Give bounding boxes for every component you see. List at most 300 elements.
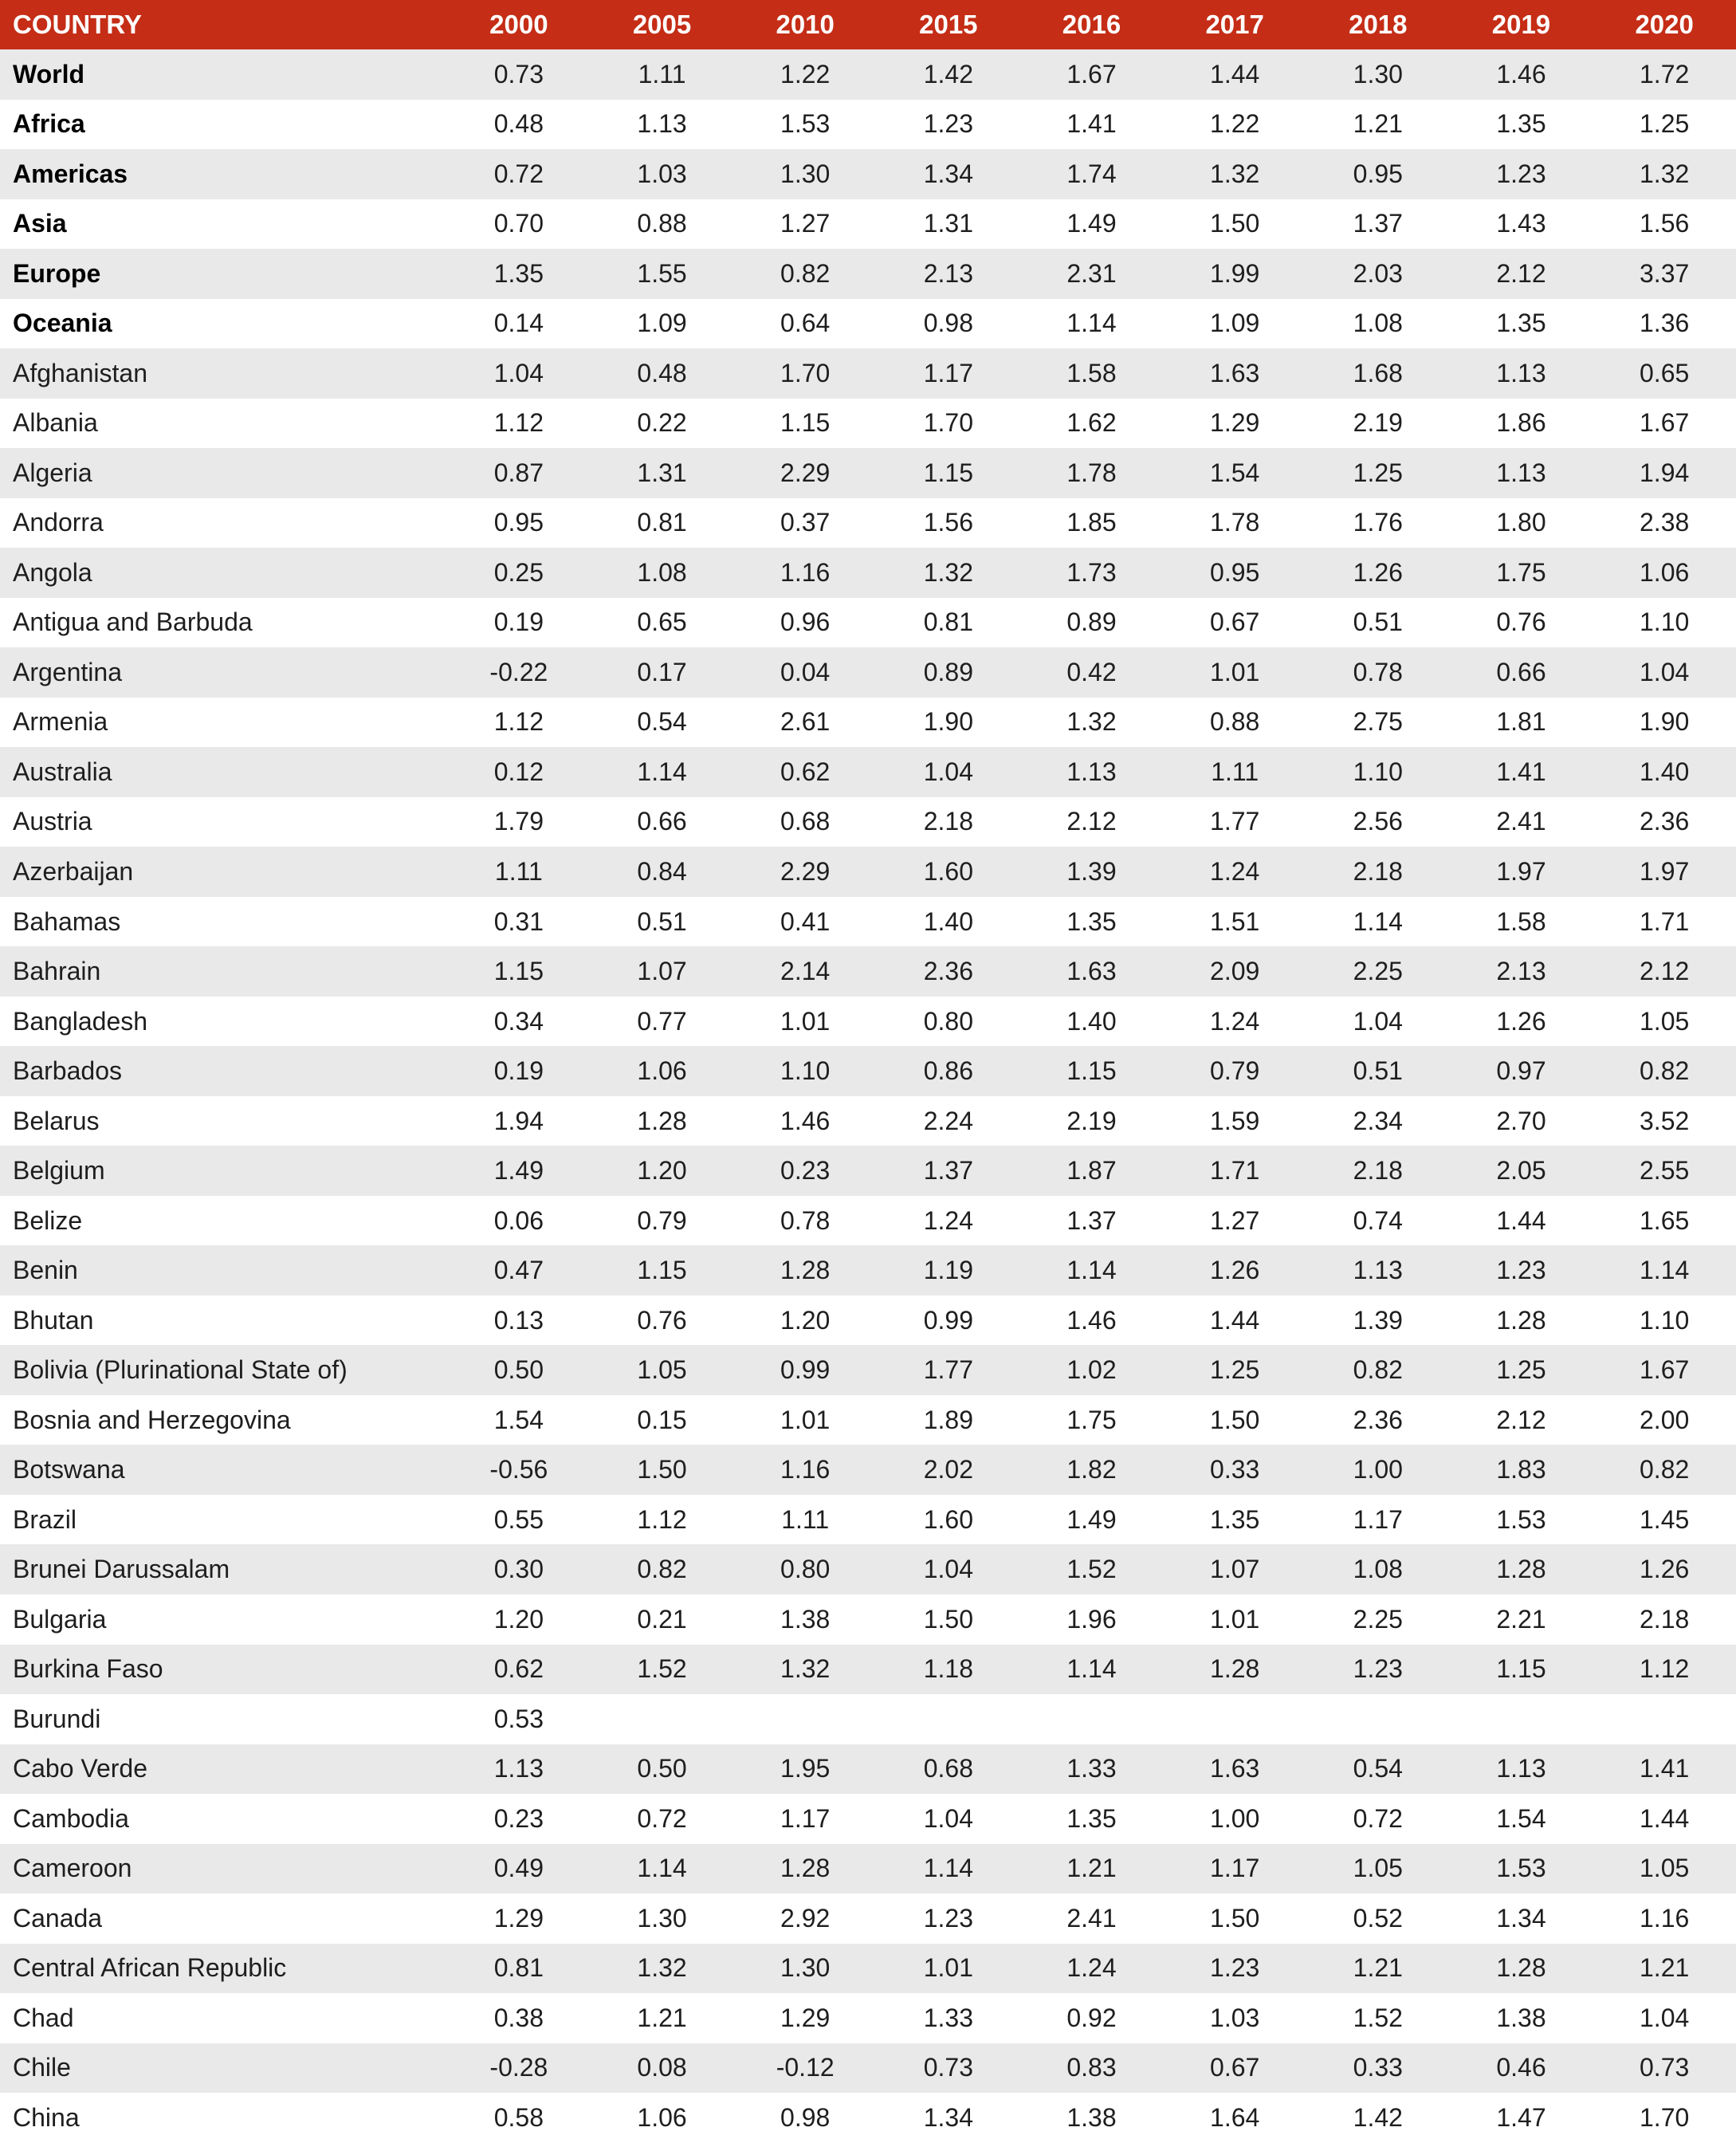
column-header-year: 2017 (1163, 0, 1306, 49)
value-cell: 1.25 (1306, 448, 1450, 498)
value-cell (1020, 1694, 1164, 1744)
value-cell: 1.23 (877, 100, 1020, 150)
value-cell: 1.71 (1163, 1146, 1306, 1196)
value-cell: 0.97 (1450, 1046, 1593, 1096)
value-cell: 0.14 (447, 299, 591, 349)
value-cell: 1.32 (877, 548, 1020, 598)
value-cell: 1.99 (1163, 249, 1306, 299)
country-name-cell: Andorra (0, 498, 447, 549)
value-cell (591, 1694, 734, 1744)
value-cell: 1.01 (1163, 647, 1306, 698)
value-cell: 1.27 (1163, 1196, 1306, 1246)
value-cell: 1.78 (1020, 448, 1164, 498)
country-name-cell: Angola (0, 548, 447, 598)
value-cell: 1.25 (1450, 1345, 1593, 1395)
value-cell: 1.49 (1020, 199, 1164, 250)
value-cell: 1.52 (1306, 1993, 1450, 2043)
value-cell: 0.72 (1306, 1794, 1450, 1844)
value-cell: 1.70 (1593, 2093, 1736, 2143)
value-cell: 1.26 (1450, 997, 1593, 1047)
value-cell: 1.00 (1306, 1445, 1450, 1495)
value-cell: 2.41 (1450, 797, 1593, 847)
value-cell: 2.13 (1450, 946, 1593, 997)
value-cell: 0.12 (447, 747, 591, 797)
value-cell: 1.06 (591, 2093, 734, 2143)
value-cell: 2.12 (1593, 946, 1736, 997)
value-cell: 1.15 (877, 448, 1020, 498)
value-cell: 1.32 (1163, 149, 1306, 199)
value-cell: 0.31 (447, 897, 591, 947)
value-cell: 1.70 (877, 399, 1020, 449)
table-row (0, 1944, 1736, 1994)
value-cell: 1.01 (1163, 1594, 1306, 1645)
value-cell: 1.13 (1450, 448, 1593, 498)
value-cell: 1.20 (591, 1146, 734, 1196)
value-cell: 0.55 (447, 1495, 591, 1545)
value-cell: 2.70 (1450, 1096, 1593, 1146)
country-name-cell: Bosnia and Herzegovina (0, 1395, 447, 1445)
country-name-cell: Brunei Darussalam (0, 1544, 447, 1594)
value-cell: 2.24 (877, 1096, 1020, 1146)
value-cell: 1.38 (1020, 2093, 1164, 2143)
value-cell: 0.98 (877, 299, 1020, 349)
value-cell: 1.14 (591, 747, 734, 797)
value-cell: 3.37 (1593, 249, 1736, 299)
value-cell: 1.04 (877, 1794, 1020, 1844)
value-cell: 1.47 (1450, 2093, 1593, 2143)
value-cell: 1.53 (1450, 1495, 1593, 1545)
value-cell: -0.28 (447, 2043, 591, 2094)
value-cell: 0.17 (591, 647, 734, 698)
value-cell: 2.31 (1020, 249, 1164, 299)
table-row (0, 1544, 1736, 1594)
value-cell: 0.88 (1163, 698, 1306, 748)
value-cell: 1.09 (591, 299, 734, 349)
value-cell: 0.37 (733, 498, 877, 549)
table-row (0, 1046, 1736, 1096)
table-row (0, 1146, 1736, 1196)
value-cell: 1.40 (1020, 997, 1164, 1047)
value-cell: 1.06 (591, 1046, 734, 1096)
value-cell: 1.35 (1020, 897, 1164, 947)
column-header-year: 2019 (1450, 0, 1593, 49)
value-cell: 1.30 (1306, 49, 1450, 100)
value-cell: 1.18 (877, 1645, 1020, 1695)
table-row (0, 647, 1736, 698)
value-cell: 0.49 (447, 1844, 591, 1894)
table-row (0, 1395, 1736, 1445)
value-cell: 1.67 (1593, 399, 1736, 449)
value-cell: 1.32 (1593, 149, 1736, 199)
value-cell: 1.24 (1163, 847, 1306, 897)
value-cell: 0.77 (591, 997, 734, 1047)
value-cell: 2.19 (1020, 1096, 1164, 1146)
value-cell: 0.52 (1306, 1893, 1450, 1944)
value-cell: 1.21 (1593, 1944, 1736, 1994)
value-cell: 1.16 (1593, 1893, 1736, 1944)
value-cell: 0.65 (591, 598, 734, 648)
value-cell: 1.23 (1450, 1245, 1593, 1296)
value-cell: 2.05 (1450, 1146, 1593, 1196)
value-cell: 2.55 (1593, 1146, 1736, 1196)
value-cell: 1.00 (1163, 1794, 1306, 1844)
value-cell: 1.34 (877, 2093, 1020, 2143)
value-cell: 2.41 (1020, 1893, 1164, 1944)
value-cell: 1.08 (591, 548, 734, 598)
value-cell: 1.43 (1450, 199, 1593, 250)
value-cell: 1.75 (1020, 1395, 1164, 1445)
country-name-cell: Bolivia (Plurinational State of) (0, 1345, 447, 1395)
value-cell: 1.58 (1450, 897, 1593, 947)
value-cell: 2.19 (1306, 399, 1450, 449)
table-row (0, 997, 1736, 1047)
value-cell: 2.21 (1450, 1594, 1593, 1645)
value-cell: 1.30 (733, 149, 877, 199)
table-row (0, 1096, 1736, 1146)
value-cell: 0.41 (733, 897, 877, 947)
value-cell: 1.17 (1306, 1495, 1450, 1545)
value-cell: 2.14 (733, 946, 877, 997)
value-cell: 0.21 (591, 1594, 734, 1645)
value-cell: 1.04 (877, 747, 1020, 797)
value-cell: 0.79 (591, 1196, 734, 1246)
value-cell: 1.10 (1593, 598, 1736, 648)
value-cell: 1.70 (733, 348, 877, 399)
value-cell: 1.56 (1593, 199, 1736, 250)
value-cell: 1.28 (733, 1844, 877, 1894)
value-cell: 1.03 (591, 149, 734, 199)
value-cell: 1.25 (1163, 1345, 1306, 1395)
country-name-cell: Bahrain (0, 946, 447, 997)
value-cell: 1.33 (1020, 1744, 1164, 1795)
country-name-cell: Burundi (0, 1694, 447, 1744)
value-cell: 1.16 (733, 548, 877, 598)
value-cell: 1.78 (1163, 498, 1306, 549)
value-cell: 1.10 (1593, 1296, 1736, 1346)
value-cell: 2.25 (1306, 1594, 1450, 1645)
table-row (0, 348, 1736, 399)
table-row (0, 1794, 1736, 1844)
value-cell: 2.18 (1593, 1594, 1736, 1645)
value-cell: 1.15 (1020, 1046, 1164, 1096)
value-cell: 0.89 (1020, 598, 1164, 648)
value-cell: 1.15 (733, 399, 877, 449)
value-cell: 1.46 (733, 1096, 877, 1146)
country-name-cell: Burkina Faso (0, 1645, 447, 1695)
value-cell: 1.12 (1593, 1645, 1736, 1695)
country-name-cell: Botswana (0, 1445, 447, 1495)
value-cell: 2.56 (1306, 797, 1450, 847)
value-cell: 1.41 (1450, 747, 1593, 797)
value-cell: 1.83 (1450, 1445, 1593, 1495)
value-cell: 0.08 (591, 2043, 734, 2094)
value-cell: 0.84 (591, 847, 734, 897)
table-row (0, 2093, 1736, 2143)
value-cell: 1.23 (1450, 149, 1593, 199)
value-cell: 0.80 (877, 997, 1020, 1047)
value-cell: 1.44 (1450, 1196, 1593, 1246)
value-cell: 1.15 (591, 1245, 734, 1296)
region-row (0, 249, 1736, 299)
value-cell: 1.87 (1020, 1146, 1164, 1196)
value-cell: 0.95 (447, 498, 591, 549)
value-cell: 1.71 (1593, 897, 1736, 947)
value-cell: 1.21 (1306, 1944, 1450, 1994)
value-cell: 0.81 (447, 1944, 591, 1994)
value-cell: 0.42 (1020, 647, 1164, 698)
value-cell (1593, 1694, 1736, 1744)
value-cell: 1.49 (1020, 1495, 1164, 1545)
value-cell: 1.80 (1450, 498, 1593, 549)
value-cell: 1.14 (1020, 1645, 1164, 1695)
value-cell: 1.94 (1593, 448, 1736, 498)
value-cell: 2.36 (1306, 1395, 1450, 1445)
value-cell: 1.37 (1306, 199, 1450, 250)
value-cell: 1.38 (1450, 1993, 1593, 2043)
value-cell: 1.08 (1306, 299, 1450, 349)
value-cell: 1.09 (1163, 299, 1306, 349)
value-cell: 1.17 (1163, 1844, 1306, 1894)
value-cell: 1.03 (1163, 1993, 1306, 2043)
value-cell: -0.22 (447, 647, 591, 698)
value-cell: 1.44 (1163, 49, 1306, 100)
value-cell: 1.29 (733, 1993, 877, 2043)
value-cell: 1.63 (1163, 348, 1306, 399)
value-cell: 1.90 (1593, 698, 1736, 748)
value-cell: 1.14 (1306, 897, 1450, 947)
value-cell: 0.95 (1306, 149, 1450, 199)
value-cell: 1.05 (591, 1345, 734, 1395)
value-cell: 1.17 (877, 348, 1020, 399)
table-row (0, 1245, 1736, 1296)
value-cell: 1.28 (1450, 1944, 1593, 1994)
value-cell: 1.95 (733, 1744, 877, 1795)
value-cell: 1.35 (1020, 1794, 1164, 1844)
value-cell: 1.13 (1020, 747, 1164, 797)
value-cell: 1.12 (447, 698, 591, 748)
value-cell: 1.26 (1163, 1245, 1306, 1296)
table-row (0, 548, 1736, 598)
table-row (0, 1993, 1736, 2043)
table-row (0, 1645, 1736, 1695)
value-cell: 1.29 (447, 1893, 591, 1944)
value-cell (1450, 1694, 1593, 1744)
table-row (0, 1844, 1736, 1894)
value-cell: 1.13 (1306, 1245, 1450, 1296)
value-cell: 0.95 (1163, 548, 1306, 598)
value-cell: 0.98 (733, 2093, 877, 2143)
value-cell: 0.81 (877, 598, 1020, 648)
value-cell: 0.73 (1593, 2043, 1736, 2094)
column-header-year: 2015 (877, 0, 1020, 49)
value-cell: 1.72 (1593, 49, 1736, 100)
value-cell: 1.97 (1450, 847, 1593, 897)
column-header-year: 2010 (733, 0, 877, 49)
value-cell: 1.05 (1593, 997, 1736, 1047)
value-cell: 1.13 (447, 1744, 591, 1795)
country-name-cell: Bhutan (0, 1296, 447, 1346)
value-cell: 1.10 (733, 1046, 877, 1096)
value-cell: 0.86 (877, 1046, 1020, 1096)
value-cell: 1.39 (1020, 847, 1164, 897)
value-cell: 0.66 (1450, 647, 1593, 698)
value-cell: 1.02 (1020, 1345, 1164, 1395)
country-name-cell: Belarus (0, 1096, 447, 1146)
value-cell: 0.51 (1306, 1046, 1450, 1096)
table-row (0, 399, 1736, 449)
country-name-cell: Antigua and Barbuda (0, 598, 447, 648)
table-row (0, 1594, 1736, 1645)
country-name-cell: Belgium (0, 1146, 447, 1196)
value-cell: 1.89 (877, 1395, 1020, 1445)
value-cell: 1.41 (1020, 100, 1164, 150)
value-cell: 1.73 (1020, 548, 1164, 598)
table-row (0, 498, 1736, 549)
value-cell: 1.42 (1306, 2093, 1450, 2143)
value-cell: 1.11 (447, 847, 591, 897)
region-row (0, 100, 1736, 150)
value-cell: 1.10 (1306, 747, 1450, 797)
value-cell: 1.60 (877, 847, 1020, 897)
value-cell: 2.29 (733, 847, 877, 897)
value-cell: 1.97 (1593, 847, 1736, 897)
column-header-country: COUNTRY (0, 0, 447, 49)
value-cell: 1.58 (1020, 348, 1164, 399)
value-cell: 0.83 (1020, 2043, 1164, 2094)
value-cell: 1.14 (1020, 1245, 1164, 1296)
value-cell: 1.46 (1020, 1296, 1164, 1346)
table-row (0, 1345, 1736, 1395)
value-cell: 0.62 (447, 1645, 591, 1695)
value-cell: 1.23 (877, 1893, 1020, 1944)
value-cell: 2.18 (877, 797, 1020, 847)
value-cell: 0.23 (447, 1794, 591, 1844)
region-row (0, 149, 1736, 199)
value-cell: 1.20 (733, 1296, 877, 1346)
value-cell: 2.75 (1306, 698, 1450, 748)
value-cell: 0.89 (877, 647, 1020, 698)
value-cell: 1.26 (1306, 548, 1450, 598)
value-cell: 1.46 (1450, 49, 1593, 100)
value-cell: 0.79 (1163, 1046, 1306, 1096)
value-cell: 1.14 (1593, 1245, 1736, 1296)
value-cell: 1.39 (1306, 1296, 1450, 1346)
value-cell (877, 1694, 1020, 1744)
country-name-cell: Cambodia (0, 1794, 447, 1844)
country-name-cell: Austria (0, 797, 447, 847)
value-cell: 0.88 (591, 199, 734, 250)
value-cell: 1.52 (591, 1645, 734, 1695)
value-cell: 1.15 (1450, 1645, 1593, 1695)
value-cell: 0.87 (447, 448, 591, 498)
value-cell: 1.65 (1593, 1196, 1736, 1246)
value-cell: 0.62 (733, 747, 877, 797)
value-cell: 1.04 (1306, 997, 1450, 1047)
header-row (0, 0, 1736, 49)
value-cell: 1.64 (1163, 2093, 1306, 2143)
value-cell: 0.82 (1593, 1445, 1736, 1495)
value-cell: 1.94 (447, 1096, 591, 1146)
country-name-cell: Chile (0, 2043, 447, 2094)
value-cell: 1.68 (1306, 348, 1450, 399)
country-name-cell: Cameroon (0, 1844, 447, 1894)
column-header-year: 2016 (1020, 0, 1164, 49)
region-name-cell: Americas (0, 149, 447, 199)
value-cell: 1.05 (1593, 1844, 1736, 1894)
value-cell: 0.25 (447, 548, 591, 598)
value-cell: 1.28 (733, 1245, 877, 1296)
table-header (0, 0, 1736, 49)
value-cell: 0.54 (591, 698, 734, 748)
value-cell: 1.53 (1450, 1844, 1593, 1894)
value-cell: 0.78 (733, 1196, 877, 1246)
value-cell: 0.67 (1163, 598, 1306, 648)
value-cell: 1.12 (591, 1495, 734, 1545)
table-row (0, 2043, 1736, 2094)
value-cell: 1.59 (1163, 1096, 1306, 1146)
value-cell: 1.79 (447, 797, 591, 847)
value-cell: 1.24 (1020, 1944, 1164, 1994)
value-cell: 2.12 (1450, 1395, 1593, 1445)
value-cell: 0.48 (591, 348, 734, 399)
value-cell: 1.17 (733, 1794, 877, 1844)
value-cell: -0.56 (447, 1445, 591, 1495)
value-cell: 2.18 (1306, 1146, 1450, 1196)
value-cell: 0.19 (447, 598, 591, 648)
value-cell: 0.15 (591, 1395, 734, 1445)
country-name-cell: Belize (0, 1196, 447, 1246)
table-row (0, 1744, 1736, 1795)
country-name-cell: Albania (0, 399, 447, 449)
value-cell: 1.32 (733, 1645, 877, 1695)
value-cell: 1.77 (877, 1345, 1020, 1395)
value-cell: 2.03 (1306, 249, 1450, 299)
value-cell: 1.07 (591, 946, 734, 997)
value-cell: 1.11 (1163, 747, 1306, 797)
value-cell: 1.77 (1163, 797, 1306, 847)
value-cell: 1.29 (1163, 399, 1306, 449)
value-cell: 0.68 (877, 1744, 1020, 1795)
value-cell: 0.06 (447, 1196, 591, 1246)
value-cell: 0.50 (591, 1744, 734, 1795)
value-cell: 0.22 (591, 399, 734, 449)
value-cell: 1.42 (877, 49, 1020, 100)
value-cell: 0.67 (1163, 2043, 1306, 2094)
country-name-cell: Barbados (0, 1046, 447, 1096)
value-cell: 0.74 (1306, 1196, 1450, 1246)
column-header-year: 2018 (1306, 0, 1450, 49)
value-cell: 1.14 (877, 1844, 1020, 1894)
value-cell: 1.37 (1020, 1196, 1164, 1246)
country-name-cell: Algeria (0, 448, 447, 498)
value-cell: 0.72 (591, 1794, 734, 1844)
value-cell: 1.12 (447, 399, 591, 449)
value-cell: 1.06 (1593, 548, 1736, 598)
country-name-cell: Afghanistan (0, 348, 447, 399)
value-cell: 0.76 (1450, 598, 1593, 648)
value-cell (733, 1694, 877, 1744)
value-cell: 1.04 (1593, 647, 1736, 698)
country-name-cell: Central African Republic (0, 1944, 447, 1994)
value-cell: 1.63 (1020, 946, 1164, 997)
value-cell: 1.24 (1163, 997, 1306, 1047)
value-cell: 1.04 (1593, 1993, 1736, 2043)
value-cell: 1.22 (733, 49, 877, 100)
value-cell: 1.11 (733, 1495, 877, 1545)
region-name-cell: Asia (0, 199, 447, 250)
value-cell: 0.33 (1306, 2043, 1450, 2094)
value-cell: 1.34 (877, 149, 1020, 199)
